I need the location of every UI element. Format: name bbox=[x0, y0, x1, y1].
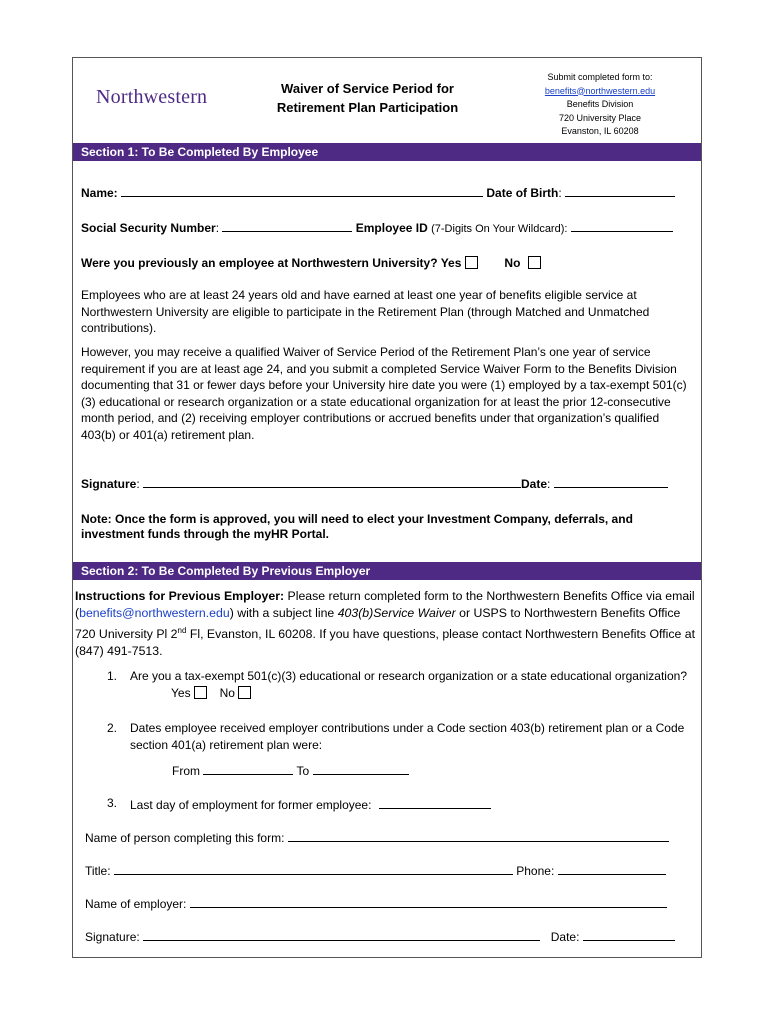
q1-number: 1. bbox=[107, 669, 118, 683]
section1-heading: Section 1: To Be Completed By Employee bbox=[73, 143, 701, 161]
last-day-field[interactable] bbox=[379, 796, 491, 809]
employer-signature-field[interactable] bbox=[143, 928, 540, 941]
employer-instructions bbox=[75, 588, 701, 660]
name-row: Name: Date of Birth: bbox=[81, 184, 675, 200]
q1-yes-label: Yes bbox=[171, 686, 191, 700]
employee-date-label: Date bbox=[521, 477, 548, 491]
q1-yes-checkbox[interactable] bbox=[194, 686, 207, 699]
from-label: From bbox=[172, 764, 200, 778]
waiver-paragraph: However, you may receive a qualified Waiver of Service Period of the Retirement Plan’s one year of service requirement if you are at least age 24, and you submit a completed Service Waiver Form to the Benefits Division documenting that 31 or fewer days before your University hire date you were (1) employed by a tax-exempt 501(c)(3) educational or research organization or a state educational organization for at least the prior 12-consecutive month period, and (2) receiving employer contributions or accrued benefits under that organization’s qualified 403(b) or 401(a) retirement plan. bbox=[81, 345, 687, 442]
title-field[interactable] bbox=[114, 862, 513, 875]
employee-signature-label: Signature bbox=[81, 477, 137, 491]
employer-row bbox=[85, 895, 667, 911]
phone-field[interactable] bbox=[558, 862, 666, 875]
to-label: To bbox=[296, 764, 310, 778]
previous-employee-row bbox=[81, 256, 541, 270]
approval-note: Note: Once the form is approved, you will need to elect your Investment Company, deferrals, and investment funds through the myHR Portal. bbox=[81, 512, 633, 541]
previous-no-checkbox[interactable] bbox=[528, 256, 541, 269]
q1-options bbox=[171, 686, 251, 700]
q2-line1: Dates employee received employer contributions under a Code section 403(b) retirement plan or a Code bbox=[130, 721, 685, 735]
title-phone-row bbox=[85, 862, 666, 878]
submit-city: Evanston, IL 60208 bbox=[561, 126, 639, 136]
form-title-line1: Waiver of Service Period for bbox=[281, 81, 454, 96]
employer-signature-row bbox=[85, 928, 675, 944]
previous-no-label: No bbox=[504, 256, 521, 270]
instructions-email-link[interactable]: benefits@northwestern.edu bbox=[79, 606, 230, 620]
to-date-field[interactable] bbox=[313, 762, 409, 775]
q1-text: Are you a tax-exempt 501(c)(3) educational or research organization or a state educational organization? bbox=[130, 669, 687, 683]
name-label: Name: bbox=[81, 186, 118, 200]
submit-dept: Benefits Division bbox=[566, 99, 634, 109]
q2-line2: section 401(a) retirement plan were: bbox=[130, 738, 323, 752]
q3-number: 3. bbox=[107, 796, 118, 810]
employee-date-field[interactable] bbox=[554, 475, 668, 488]
instructions-text-c: or USPS to Northwestern Benefits Office 720 University Pl 2 bbox=[75, 606, 681, 642]
phone-label: Phone: bbox=[516, 864, 555, 878]
northwestern-logo: Northwestern bbox=[96, 86, 208, 108]
instructions-text-a: Please return completed form to the Northwestern Benefits Office via email ( bbox=[75, 589, 695, 620]
q1-no-checkbox[interactable] bbox=[238, 686, 251, 699]
ssn-field[interactable] bbox=[222, 219, 352, 232]
employer-date-label: Date: bbox=[550, 930, 580, 944]
instructions-label: Instructions for Previous Employer: bbox=[75, 589, 285, 603]
dob-label: Date of Birth bbox=[486, 186, 559, 200]
instructions-text-d: Fl, Evanston, IL 60208. bbox=[186, 627, 316, 642]
instructions-text-e: If you have questions, please contact Northwestern Benefits Office at (847) 491-7513. bbox=[75, 627, 696, 659]
q2-number: 2. bbox=[107, 721, 118, 735]
completer-field[interactable] bbox=[288, 829, 669, 842]
submit-street: 720 University Place bbox=[558, 112, 642, 123]
employee-id-label: Employee ID bbox=[355, 221, 428, 235]
section2-heading: Section 2: To Be Completed By Previous Employer bbox=[73, 562, 701, 580]
q3-row bbox=[130, 796, 491, 812]
employee-signature-field[interactable] bbox=[143, 475, 521, 488]
employer-label: Name of employer: bbox=[85, 897, 187, 911]
dob-field[interactable] bbox=[565, 184, 675, 197]
form-title-line2: Retirement Plan Participation bbox=[276, 100, 459, 115]
title-label: Title: bbox=[85, 864, 111, 878]
employee-id-hint: (7-Digits On Your Wildcard): bbox=[431, 223, 568, 235]
instructions-sup: nd bbox=[177, 626, 187, 635]
q2-dates-row bbox=[172, 762, 409, 778]
submit-info bbox=[520, 71, 680, 139]
employee-signature-row: Signature: Date: bbox=[81, 475, 668, 491]
submit-email-link[interactable]: benefits@northwestern.edu bbox=[544, 85, 656, 96]
ssn-label: Social Security Number bbox=[81, 221, 216, 235]
completer-label: Name of person completing this form: bbox=[85, 831, 285, 845]
employer-signature-label: Signature: bbox=[85, 930, 140, 944]
completer-row bbox=[85, 829, 669, 845]
ssn-row: Social Security Number: Employee ID (7-Digits On Your Wildcard): bbox=[81, 219, 673, 235]
previous-employee-question: Were you previously an employee at Northwestern University? bbox=[81, 256, 438, 270]
from-date-field[interactable] bbox=[203, 762, 293, 775]
q3-text: Last day of employment for former employee: bbox=[130, 798, 372, 812]
employer-field[interactable] bbox=[190, 895, 667, 908]
submit-label: Submit completed form to: bbox=[547, 72, 653, 82]
q1-no-label: No bbox=[219, 686, 235, 700]
instructions-subject: 403(b)Service Waiver bbox=[337, 606, 456, 620]
previous-yes-checkbox[interactable] bbox=[465, 256, 478, 269]
instructions-text-b: ) with a subject line bbox=[229, 606, 338, 620]
previous-yes-label: Yes bbox=[440, 256, 462, 270]
eligibility-paragraph: Employees who are at least 24 years old and have earned at least one year of benefits eligible service at Northwestern University are eligible to participate in the Retirement Plan (through Matched and Unmatched contributions). bbox=[81, 288, 650, 335]
employer-date-field[interactable] bbox=[583, 928, 675, 941]
employee-id-field[interactable] bbox=[571, 219, 673, 232]
name-field[interactable] bbox=[121, 184, 483, 197]
